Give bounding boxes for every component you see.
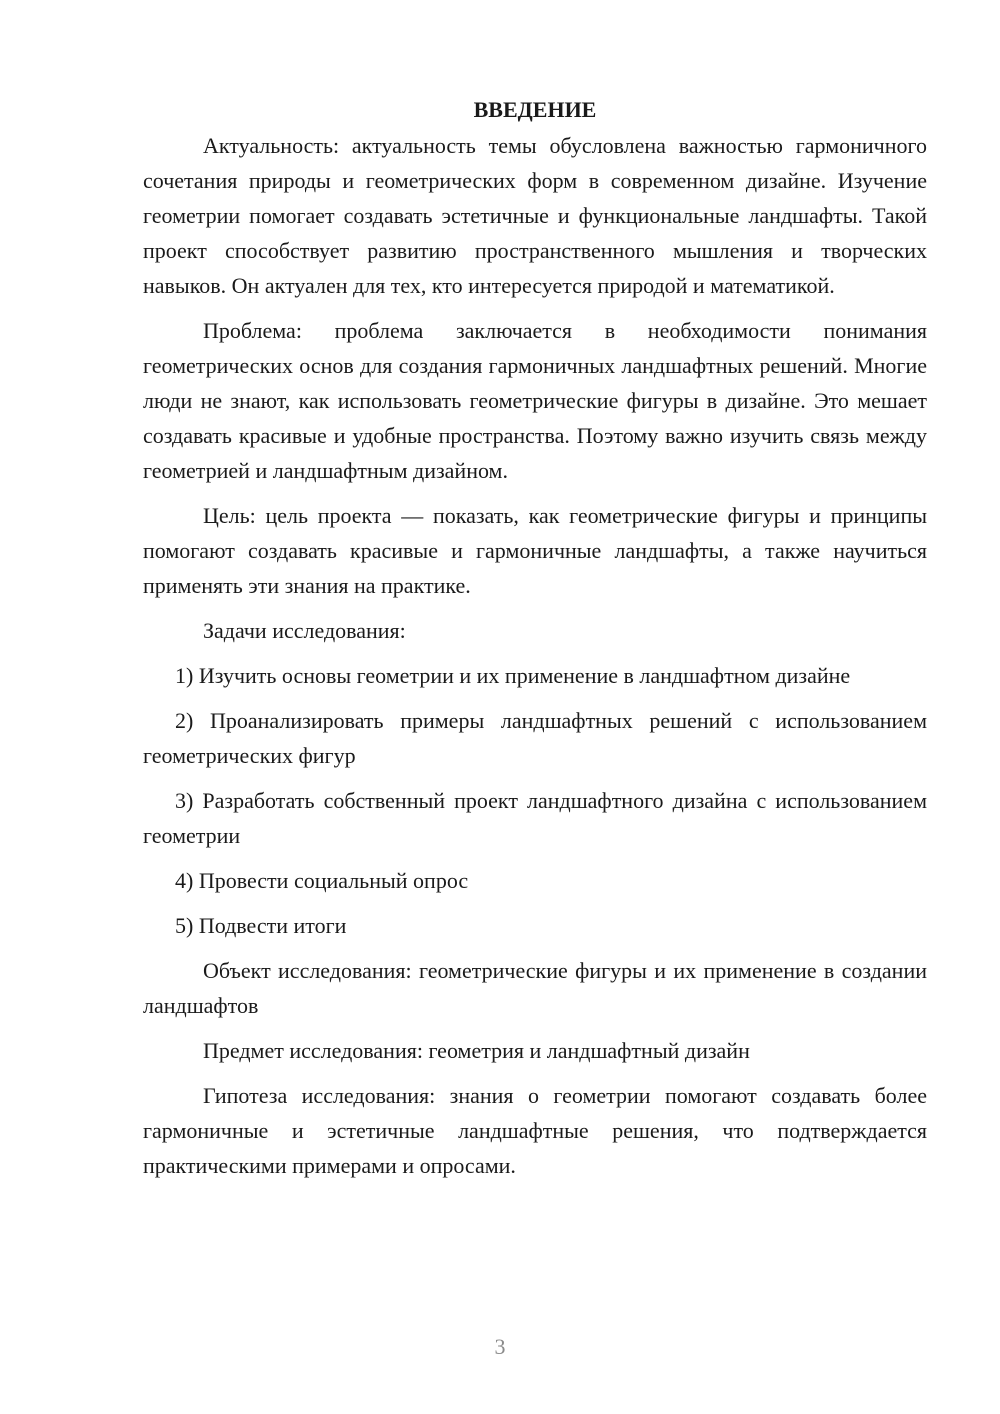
goal-paragraph: Цель: цель проекта — показать, как геометрические фигуры и принципы помогают создавать красивые и гармоничные ландшафты, а также научиться применять эти знания на практике.: [143, 503, 927, 598]
page-number: 3: [494, 1334, 506, 1359]
page-title: ВВЕДЕНИЕ: [473, 97, 597, 122]
hypothesis-paragraph: Гипотеза исследования: знания о геометрии помогают создавать более гармоничные и эстетичные ландшафтные решения, что подтверждается практическими примерами и опросами.: [143, 1083, 927, 1178]
problem-paragraph: Проблема: проблема заключается в необходимости понимания геометрических основ для создания гармоничных ландшафтных решений. Многие люди не знают, как использовать геометрические фигуры в дизайне. Это мешает создавать красивые и удобные пространства. Поэтому важно изучить связь между геометрией и ландшафтным дизайном.: [143, 318, 927, 483]
task-item-2: 2) Проанализировать примеры ландшафтных решений с использованием геометрических фигур: [143, 708, 927, 768]
object-paragraph: Объект исследования: геометрические фигуры и их применение в создании ландшафтов: [143, 958, 927, 1018]
document-page: [143, 92, 927, 1193]
task-item-3: 3) Разработать собственный проект ландшафтного дизайна с использованием геометрии: [143, 788, 927, 848]
task-item-4: 4) Провести социальный опрос: [175, 868, 469, 893]
subject-paragraph: Предмет исследования: геометрия и ландшафтный дизайн: [203, 1038, 750, 1063]
tasks-heading: Задачи исследования:: [203, 618, 406, 643]
task-item-5: 5) Подвести итоги: [175, 913, 347, 938]
task-item-1: 1) Изучить основы геометрии и их применение в ландшафтном дизайне: [175, 663, 851, 688]
relevance-paragraph: Актуальность: актуальность темы обусловлена важностью гармоничного сочетания природы и геометрических форм в современном дизайне. Изучение геометрии помогает создавать эстетичные и функциональные ландшафты. Такой проект способствует развитию пространственного мышления и творческих навыков. Он актуален для тех, кто интересуется природой и математикой.: [143, 133, 927, 298]
